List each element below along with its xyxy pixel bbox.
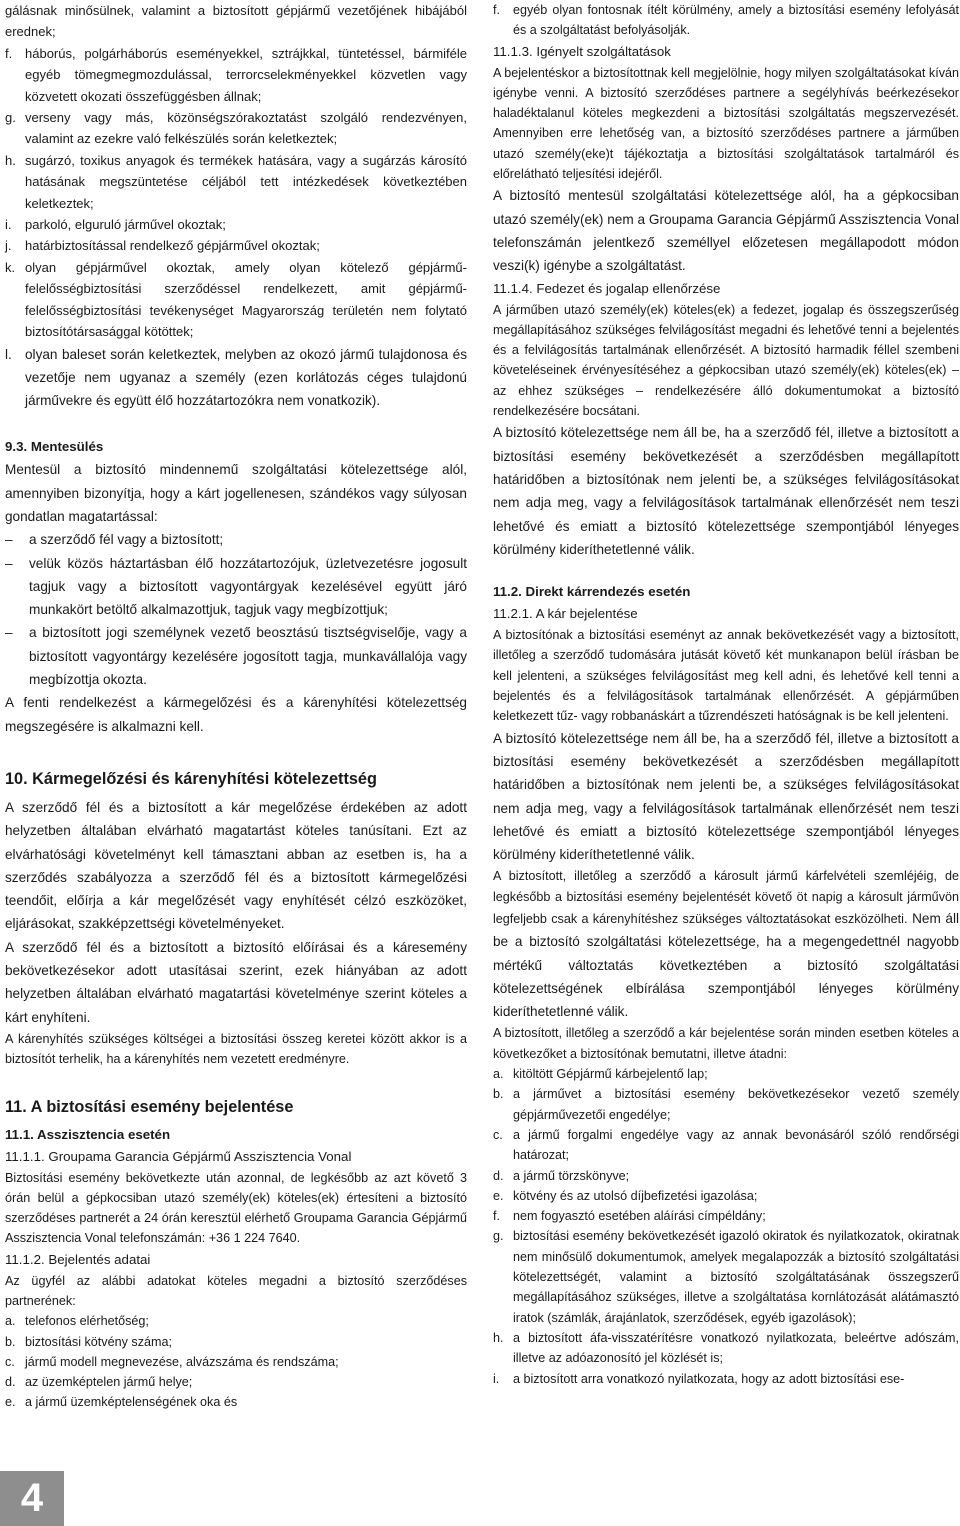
paragraph: A kárenyhítés szükséges költségei a biztosítási összeg keretei között akkor is a biztosítót terhelik, ha a kárenyhítés nem vezetett eredményre. [5, 1031, 467, 1067]
continued-item-e: gálásnak minősülnek, valamint a biztosított gépjármű vezetőjének hibájából erednek; [5, 3, 467, 40]
list-text: verseny vagy más, közönségszórakoztatást szolgáló rendezvényen, valamint az ezekre való felkészülés során keletkeztek; [25, 110, 467, 147]
list-marker: f. [493, 3, 500, 17]
list-item [493, 1125, 959, 1166]
list-text: kitöltött Gépjármű kárbejelentő lap; [513, 1067, 708, 1082]
section-heading-11-1-2: 11.1.2. Bejelentés adatai [5, 1251, 151, 1267]
list-marker: c. [5, 1354, 15, 1369]
list-text: biztosítási esemény bekövetkezését igazoló okiratok és nyilatkozatok, okiratnak nem minősülő dokumentumok, amelyek megalapozzák a biztosító szolgáltatási kötelezettségét, valamint a biztosító szolgáltatásának összegszerű megállapításához szükséges, illetve a szolgáltatása kornlátozását alátámasztó iratok (számlák, árajánlatok, szerződések, egyéb igazolások); [513, 1229, 959, 1325]
dash-text: a biztosított jogi személynek vezető beosztású tisztségviselője, vagy a biztosított vagyontárgy kezelésére jogosított tagja, munkavállalója vagy megbízottja okozta. [29, 625, 467, 688]
list-marker: f. [5, 45, 13, 61]
list-item [5, 257, 467, 343]
paragraph: Az ügyfél az alábbi adatokat köteles megadni a biztosító szerződéses partnerének: [5, 1273, 467, 1308]
list-marker: h. [5, 152, 16, 168]
section-heading-11-1-1: 11.1.1. Groupama Garancia Gépjármű Asszisztencia Vonal [5, 1148, 352, 1164]
paragraph: A szerződő fél és a biztosított a biztosító előírásai és a káresemény bekövetkezésekor adott utasításai szerint, ezek hiányában az adott helyzetben általában elvárható magatartási követelménye szerint köteles a kárt enyhíteni. [5, 939, 467, 1025]
list-text: telefonos elérhetőség; [25, 1314, 149, 1329]
paragraph: A fenti rendelkezést a kármegelőzési és a kárenyhítési kötelezettség megszegésére is alkalmazni kell. [5, 695, 467, 734]
list-marker: b. [5, 1334, 16, 1349]
paragraph: A járműben utazó személy(ek) köteles(ek) a fedezet, jogalap és összegszerűség megállapításához szükséges felvilágosítást megadni és lehetővé tenni a bejelentés és a felvilágosítás tartalmának ellenőrzését. A biztosító harmadik féllel szembeni követeléseinek érvényesítéséhez a gépkocsiban utazó személy(ek) köteles(ek) – az ehhez szükséges – rendelkezésére álló dokumentumokat a biztosító rendelkezésére bocsátani. [493, 302, 959, 419]
list-text: jármű modell megnevezése, alvázszáma és rendszáma; [25, 1354, 339, 1369]
paragraph: A biztosítónak a biztosítási eseményt az annak bekövetkezését vagy a biztosított, illetőleg a szerződő tudomására jutását követő két munkanapon belül írásban be kell jelenteni, a szükséges felvilágosítást meg kell adni, és lehetővé kell tenni a bejelentés és a felvilágosítások tartalmának ellenőrzését. A gépjárműben keletkezett tűz- vagy robbanáskárt a tűzrendészeti hatóságnak is be kell jelenteni. [493, 628, 959, 724]
right-column [493, 0, 959, 1389]
list-marker: b. [493, 1087, 504, 1102]
list-marker: d. [493, 1168, 504, 1183]
list-text: a járművet a biztosítási esemény bekövetkezésekor vezető személy gépjárművezetői engedélye; [513, 1087, 959, 1122]
paragraph: A biztosított, illetőleg a szerződő a kár bejelentése során minden esetben köteles a következőket a biztosítónak bemutatni, illetve átadni: [493, 1026, 959, 1061]
list-marker: d. [5, 1375, 16, 1390]
list-marker: i. [493, 1371, 500, 1386]
section-heading-11-1: 11.1. Asszisztencia esetén [5, 1126, 171, 1142]
list-item [493, 1328, 959, 1369]
list-item [5, 43, 467, 107]
page-number: 4 [0, 1471, 64, 1526]
list-marker: c. [493, 1127, 503, 1142]
list-item [5, 1372, 467, 1392]
paragraph: A szerződő fél és a biztosított a kár megelőzése érdekében az adott helyzetben általában elvárható magatartást köteles tanúsítani. Ezt az elvárhatósági követelményt kell támasztani abban az esetben is, ha a szerződés szabályozza a szerződő fél és a biztosított kármegelőzési teendőit, előírja a kár megelőzését vagy enyhítését célzó eszközöket, eljárásokat, szakképzettségi követelményeket. [5, 799, 467, 932]
list-item [5, 1352, 467, 1372]
list-item [493, 1369, 959, 1389]
left-column [5, 0, 467, 1413]
list-item [5, 1311, 467, 1331]
list-text: nem fogyasztó esetében aláírási címpéldány; [513, 1209, 766, 1224]
paragraph: Mentesül a biztosító mindennemű szolgáltatási kötelezettsége alól, amennyiben bizonyítja, hogy a kárt jogellenesen, szándékos vagy súlyosan gondatlan magatartással: [5, 462, 467, 524]
paragraph: A bejelentéskor a biztosítottnak kell megjelölnie, hogy milyen szolgáltatásokat kíván igénybe venni. A biztosító szerződéses partnere a segélyhívás beérkezésekor haladéktalanul köteles megkezdeni a biztosítási szolgáltatás megszervezését. Amennyiben erre lehetőség van, a biztosító szerződéses partnere a járműben utazó személy(eke)t tájékoztatja a biztosítási szolgáltatások tartalmáról és előrelátható teljesítési idejéről. [493, 65, 959, 182]
list-text: határbiztosítással rendelkező gépjárművel okoztak; [25, 238, 320, 254]
dash-text: velük közös háztartásban élő hozzátartozójuk, üzletvezetésre jogosult tagjuk vagy a biztosított vagyontárgyak kezelésével együtt járó munkakört betöltő alkalmazottjuk, tagjuk vagy megbízottjuk; [29, 555, 467, 618]
dash-marker: – [5, 625, 13, 641]
section-heading-11-1-4: 11.1.4. Fedezet és jogalap ellenőrzése [493, 280, 721, 296]
list-marker: j. [5, 238, 12, 254]
list-marker: e. [493, 1188, 504, 1203]
list-marker: a. [5, 1314, 16, 1329]
list-text: a jármű forgalmi engedélye vagy az annak bevonásáról szóló rendőrségi határozat; [513, 1127, 959, 1163]
paragraph: A biztosító kötelezettsége nem áll be, ha a szerződő fél, illetve a biztosított a biztosítási esemény bekövetkezését a szerződésben megállapított határidőben a biztosítónak nem jelenti be, a szükséges felvilágosításokat nem adja meg, vagy a felvilágosítások tartalmának ellenőrzését nem teszi lehetővé és emiatt a biztosító kötelezettsége szempontjából lényeges körülmény kideríthetetlenné válik. [493, 425, 959, 557]
list-item [5, 235, 467, 256]
paragraph [493, 866, 959, 1023]
list-text: olyan baleset során keletkeztek, melyben az okozó jármű tulajdonosa és vezetője nem ugyanaz a személy (ezen korlátozás céges tulajdonú járművekre és együtt élő hozzátartozókra nem vonatkozik). [25, 346, 467, 409]
list-marker: g. [493, 1229, 504, 1244]
list-text: sugárzó, toxikus anyagok és termékek hatására, vagy a sugárzás károsító hatásának megszüntetése céljából tett intézkedések következtében keletkeztek; [25, 152, 467, 211]
paragraph-part: A biztosított, illetőleg a szerződő a károsult jármű kárfelvételi szemléjéig, de legkésőbb a biztosítási esemény bejelentését követő öt napig a károsult járművön legfeljebb csak a kárenyhítéshez szükséges változtatásokat eszközölheti. [493, 869, 959, 926]
list-text: biztosítási kötvény száma; [25, 1334, 172, 1349]
dash-marker: – [5, 532, 13, 548]
list-marker: i. [5, 217, 12, 233]
list-item [5, 214, 467, 235]
list-item [5, 1392, 467, 1412]
list-item [5, 150, 467, 214]
dash-item [5, 621, 467, 691]
list-marker: a. [493, 1067, 504, 1082]
section-heading-11-2-1: 11.2.1. A kár bejelentése [493, 606, 638, 622]
list-item [493, 0, 959, 41]
list-item [5, 343, 467, 413]
paragraph: A biztosító kötelezettsége nem áll be, ha a szerződő fél, illetve a biztosított a biztosítási esemény bekövetkezését a szerződésben megállapított határidőben a biztosítónak nem jelenti be, a szükséges felvilágosításokat nem adja meg, vagy a felvilágosítások tartalmának ellenőrzését nem teszi lehetővé és emiatt a biztosító kötelezettsége szempontjából lényeges körülmény kideríthetetlenné válik. [493, 730, 959, 863]
list-text: kötvény és az utolsó díjbefizetési igazolása; [513, 1188, 758, 1203]
list-marker: l. [5, 346, 12, 362]
list-item [5, 1332, 467, 1352]
list-marker: g. [5, 110, 16, 126]
section-heading-9-3: 9.3. Mentesülés [5, 439, 104, 455]
paragraph: Biztosítási esemény bekövetkezte után azonnal, de legkésőbb az azt követő 3 órán belül a gépkocsiban utazó személy(ek) köteles(ek) értesíteni a biztosító szerződéses partnerét a 24 órán keresztül elérhető Groupama Garancia Gépjármű Asszisztencia Vonal telefonszámán: +36 1 224 7640. [5, 1170, 467, 1246]
section-heading-10: 10. Kármegelőzési és kárenyhítési kötelezettség [5, 769, 377, 788]
list-item [493, 1206, 959, 1226]
section-heading-11: 11. A biztosítási esemény bejelentése [5, 1097, 294, 1116]
list-item [5, 107, 467, 150]
list-text: egyéb olyan fontosnak ítélt körülmény, amely a biztosítási esemény lefolyását és a szolgáltatást befolyásolják. [513, 3, 959, 38]
list-marker: f. [493, 1209, 500, 1224]
list-text: háborús, polgárháborús eseményekkel, sztrájkkal, tüntetéssel, bármiféle egyéb tömegmegmozdulással, terrorcselekményekkel közvetlen vagy közvetett okozati összefüggésben állnak; [25, 45, 467, 104]
list-text: parkoló, elguruló járművel okoztak; [25, 217, 226, 233]
dash-marker: – [5, 555, 13, 571]
list-text: a jármű törzskönyve; [513, 1168, 630, 1183]
list-item [493, 1226, 959, 1327]
list-item [493, 1064, 959, 1084]
list-marker: e. [5, 1395, 16, 1410]
list-marker: h. [493, 1330, 504, 1345]
paragraph-part-emphasis: Nem áll be a biztosító szolgáltatási kötelezettsége, ha a megengedettnél nagyobb mértékű változtatás következtében a biztosító szolgáltatási kötelezettségének elbírálása szempontjából lényeges körülmény kideríthetetlenné válik. [493, 910, 959, 1020]
list-item [493, 1186, 959, 1206]
list-marker: k. [5, 259, 16, 275]
dash-text: a szerződő fél vagy a biztosított; [29, 532, 224, 548]
list-item [493, 1166, 959, 1186]
list-text: olyan gépjárművel okoztak, amely olyan kötelező gépjármű-felelősségbiztosítási szerződéssel rendelkezett, amit gépjármű-felelősségbiztosítási tevékenységet Magyarország területén nem folytató biztosítótársasággal kötöttek; [25, 259, 467, 340]
list-item [493, 1084, 959, 1125]
list-text: a biztosított arra vonatkozó nyilatkozata, hogy az adott biztosítási ese- [513, 1371, 905, 1386]
dash-item [5, 552, 467, 622]
section-heading-11-1-3: 11.1.3. Igényelt szolgáltatások [493, 43, 671, 59]
list-text: az üzemképtelen jármű helye; [25, 1375, 193, 1390]
list-text: a biztosított áfa-visszatérítésre vonatkozó nyilatkozata, beleértve adószám, illetve az adóazonosító jel közlését is; [513, 1330, 959, 1366]
paragraph: A biztosító mentesül szolgáltatási kötelezettsége alól, ha a gépkocsiban utazó személy(ek) nem a Groupama Garancia Gépjármű Asszisztencia Vonal telefonszámán jelentkező személlyel előzetesen megállapodott módon veszi(k) igénybe a szolgáltatást. [493, 188, 959, 274]
section-heading-11-2: 11.2. Direkt kárrendezés esetén [493, 584, 691, 600]
list-text: a jármű üzemképtelenségének oka és [25, 1395, 238, 1410]
dash-item [5, 528, 467, 551]
